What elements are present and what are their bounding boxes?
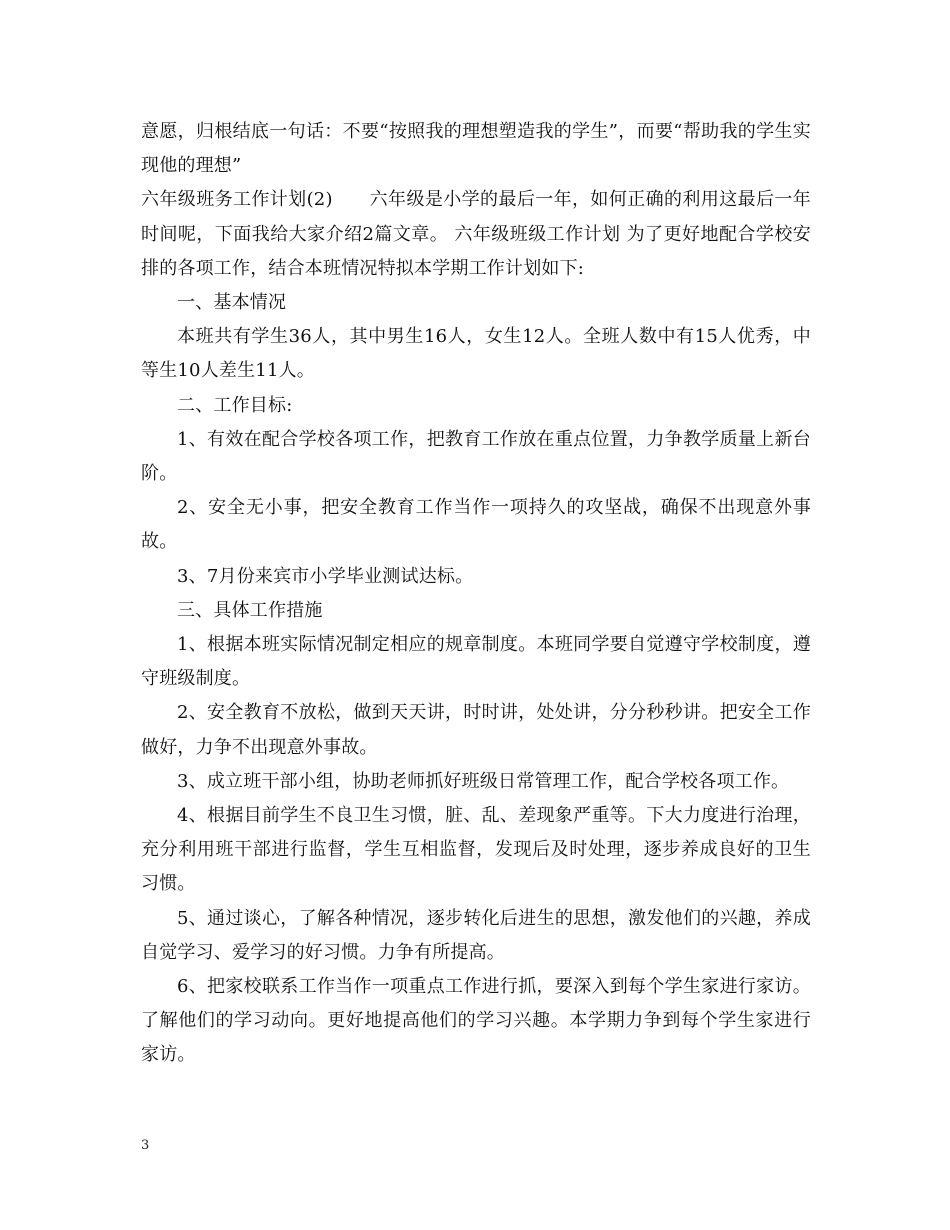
measure-item-1: 1、根据本班实际情况制定相应的规章制度。本班同学要自觉遵守学校制度，遵守班级制度。 bbox=[141, 634, 811, 690]
heading-basic-situation: 一、基本情况 bbox=[177, 292, 287, 314]
document-body bbox=[141, 115, 811, 1073]
goal-item-2: 2、安全无小事，把安全教育工作当作一项持久的攻坚战，确保不出现意外事故。 bbox=[141, 497, 811, 553]
measure-item-4: 4、根据目前学生不良卫生习惯，脏、乱、差现象严重等。下大力度进行治理，充分利用班干部进行监督，学生互相监督，发现后及时处理，逐步养成良好的卫生习惯。 bbox=[141, 805, 811, 895]
measure-item-3: 3、成立班干部小组，协助老师抓好班级日常管理工作，配合学校各项工作。 bbox=[177, 770, 790, 792]
measure-item-6: 6、把家校联系工作当作一项重点工作进行抓，要深入到每个学生家进行家访。了解他们的学习动向。更好地提高他们的学习兴趣。本学期力争到每个学生家进行家访。 bbox=[141, 976, 811, 1066]
heading-work-goals: 二、工作目标: bbox=[177, 394, 293, 416]
paragraph-class-stats: 本班共有学生36人，其中男生16人，女生12人。全班人数中有15人优秀，中等生10人差生11人。 bbox=[141, 326, 811, 382]
paragraph-intro-continuation: 意愿，归根结底一句话：不要“按照我的理想塑造我的学生”，而要“帮助我的学生实现他的理想” bbox=[141, 121, 811, 177]
heading-work-measures: 三、具体工作措施 bbox=[177, 599, 323, 621]
goal-item-1: 1、有效在配合学校各项工作，把教育工作放在重点位置，力争教学质量上新台阶。 bbox=[141, 428, 811, 485]
measure-item-2: 2、安全教育不放松，做到天天讲，时时讲，处处讲，分分秒秒讲。把安全工作做好，力争不出现意外事故。 bbox=[141, 702, 811, 758]
measure-item-5: 5、通过谈心，了解各种情况，逐步转化后进生的思想，激发他们的兴趣，养成自觉学习、爱学习的好习惯。力争有所提高。 bbox=[141, 907, 811, 963]
paragraph-plan-title: 六年级班务工作计划(2) 六年级是小学的最后一年，如何正确的利用这最后一年时间呢，下面我给大家介绍2篇文章。 六年级班级工作计划 为了更好地配合学校安排的各项工作，结合本班情况特拟本学期工作计划如下: bbox=[141, 189, 811, 279]
page-number: 3 bbox=[141, 1138, 150, 1153]
goal-item-3: 3、7月份来宾市小学毕业测试达标。 bbox=[177, 565, 474, 587]
